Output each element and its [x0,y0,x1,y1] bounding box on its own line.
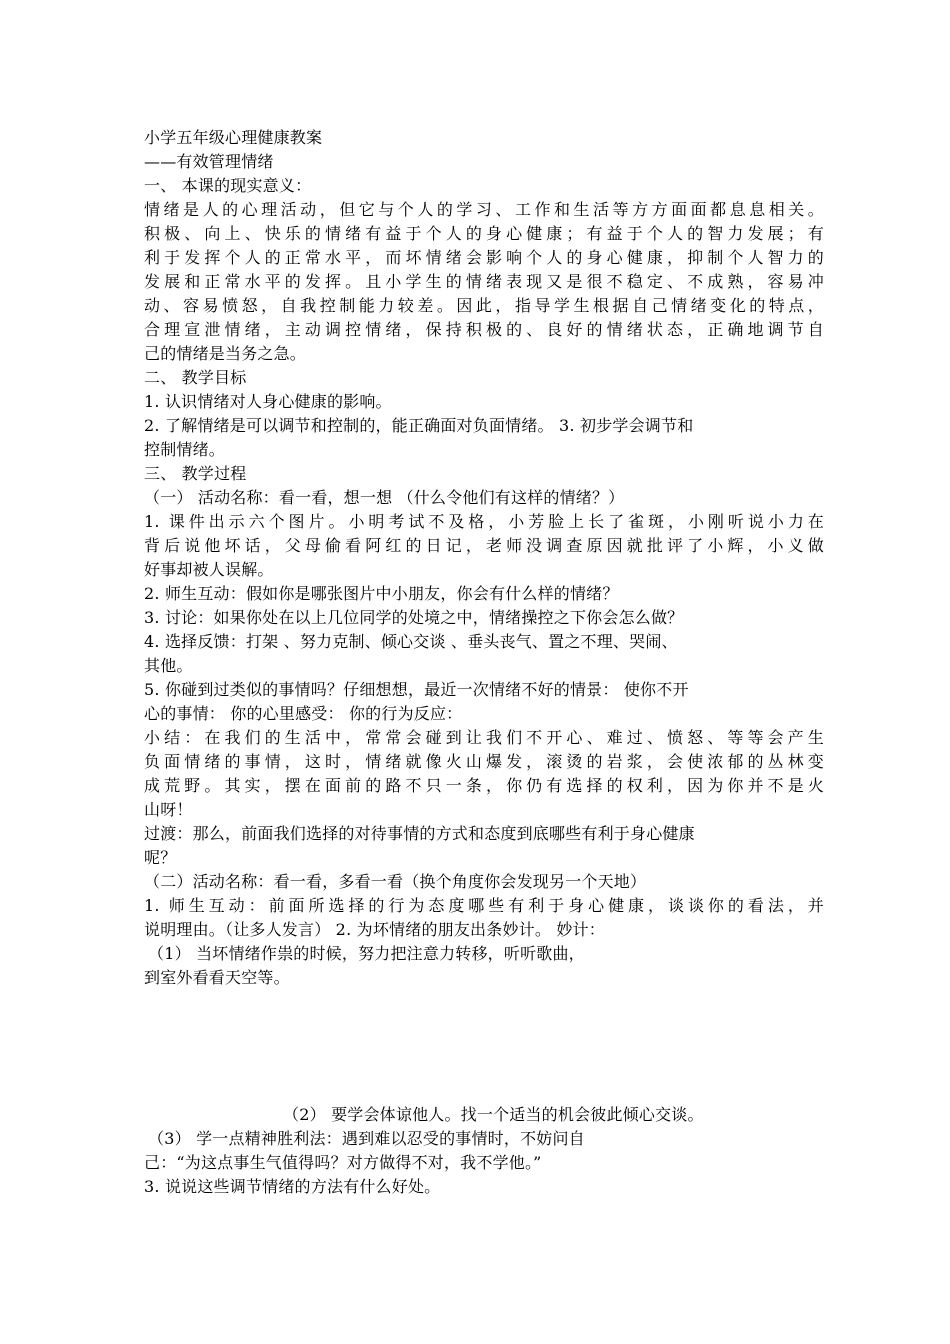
list-item: 5. 你碰到过类似的事情吗？仔细想想，最近一次情绪不好的情景： 使你不开 [144,680,689,699]
section-heading-goals: 二、 教学目标 [144,368,247,387]
list-item: 3. 讨论：如果你处在以上几位同学的处境之中，情绪操控之下你会怎么做？ [144,608,684,627]
list-item: 2. 师生互动：假如你是哪张图片中小朋友，你会有什么样的情绪？ [144,584,619,603]
activity-heading: （二）活动名称：看一看，多看一看（换个角度你会发现另一个天地） [144,872,647,891]
list-item: 说明理由。（让多人发言） 2. 为坏情绪的朋友出条妙计。 妙计： [144,920,605,939]
paragraph-line: 发展和正常水平的发挥。且小学生的情绪表现又是很不稳定、不成熟，容易冲 [144,272,824,291]
document-title: 小学五年级心理健康教案 [144,128,323,147]
list-item: 3. 说说这些调节情绪的方法有什么好处。 [144,1177,441,1196]
paragraph-line: 动、容易愤怒，自我控制能力较差。因此，指导学生根据自己情绪变化的特点， [144,296,824,315]
summary-paragraph: 山呀！ [144,800,193,819]
transition-paragraph: 呢？ [144,848,177,867]
tip-item: （2） 要学会体谅他人。找一个适当的机会彼此倾心交谈。 [283,1105,704,1124]
list-item: 1. 课件出示六个图片。小明考试不及格，小芳脸上长了雀斑，小刚听说小力在 [144,512,824,531]
transition-paragraph: 过渡：那么，前面我们选择的对待事情的方式和态度到底哪些有利于身心健康 [144,824,695,843]
paragraph-line: 利于发挥个人的正常水平，而坏情绪会影响个人的身心健康，抑制个人智力的 [144,248,824,267]
paragraph-line: 合理宣泄情绪，主动调控情绪，保持积极的、良好的情绪状态，正确地调节自 [144,320,824,339]
summary-paragraph: 小结：在我们的生活中，常常会碰到让我们不开心、难过、愤怒、等等会产生 [144,728,824,747]
section-heading-process: 三、 教学过程 [144,464,247,483]
paragraph-line: 积极、向上、快乐的情绪有益于个人的身心健康；有益于个人的智力发展；有 [144,224,824,243]
list-item: 4. 选择反馈：打架 、努力克制、倾心交谈 、垂头丧气、置之不理、哭闹、 [144,632,678,651]
list-item: 好事却被人误解。 [144,560,274,579]
document-subtitle: ——有效管理情绪 [144,152,274,171]
list-item: 其他。 [144,656,193,675]
tip-item: （1） 当坏情绪作祟的时候，努力把注意力转移，听听歌曲， [148,944,585,963]
paragraph-line: 情绪是人的心理活动，但它与个人的学习、工作和生活等方方面面都息息相关。 [144,200,824,219]
activity-heading: （一） 活动名称：看一看，想一想 （什么令他们有这样的情绪？） [144,488,625,507]
tip-item: 到室外看看天空等。 [144,968,290,987]
summary-paragraph: 负面情绪的事情，这时，情绪就像火山爆发，滚烫的岩浆，会使浓郁的丛林变 [144,752,824,771]
summary-paragraph: 成荒野。其实，摆在面前的路不只一条，你仍有选择的权利，因为你并不是火 [144,776,824,795]
section-heading-significance: 一、 本课的现实意义： [144,176,312,195]
list-item: 背后说他坏话，父母偷看阿红的日记，老师没调查原因就批评了小辉，小义做 [144,536,824,555]
goal-item: 控制情绪。 [144,440,226,459]
goal-item: 2. 了解情绪是可以调节和控制的，能正确面对负面情绪。 3. 初步学会调节和 [144,416,694,435]
paragraph-line: 己的情绪是当务之急。 [144,344,307,363]
list-item: 心的事情： 你的心里感受： 你的行为反应： [144,704,463,723]
tip-item: （3） 学一点精神胜利法：遇到难以忍受的事情时，不妨问自 [148,1129,585,1148]
list-item: 1. 师生互动：前面所选择的行为态度哪些有利于身心健康，谈谈你的看法，并 [144,896,824,915]
goal-item: 1. 认识情绪对人身心健康的影响。 [144,392,392,411]
tip-item: 己：“为这点事生气值得吗？对方做得不对，我不学他。” [144,1153,542,1172]
